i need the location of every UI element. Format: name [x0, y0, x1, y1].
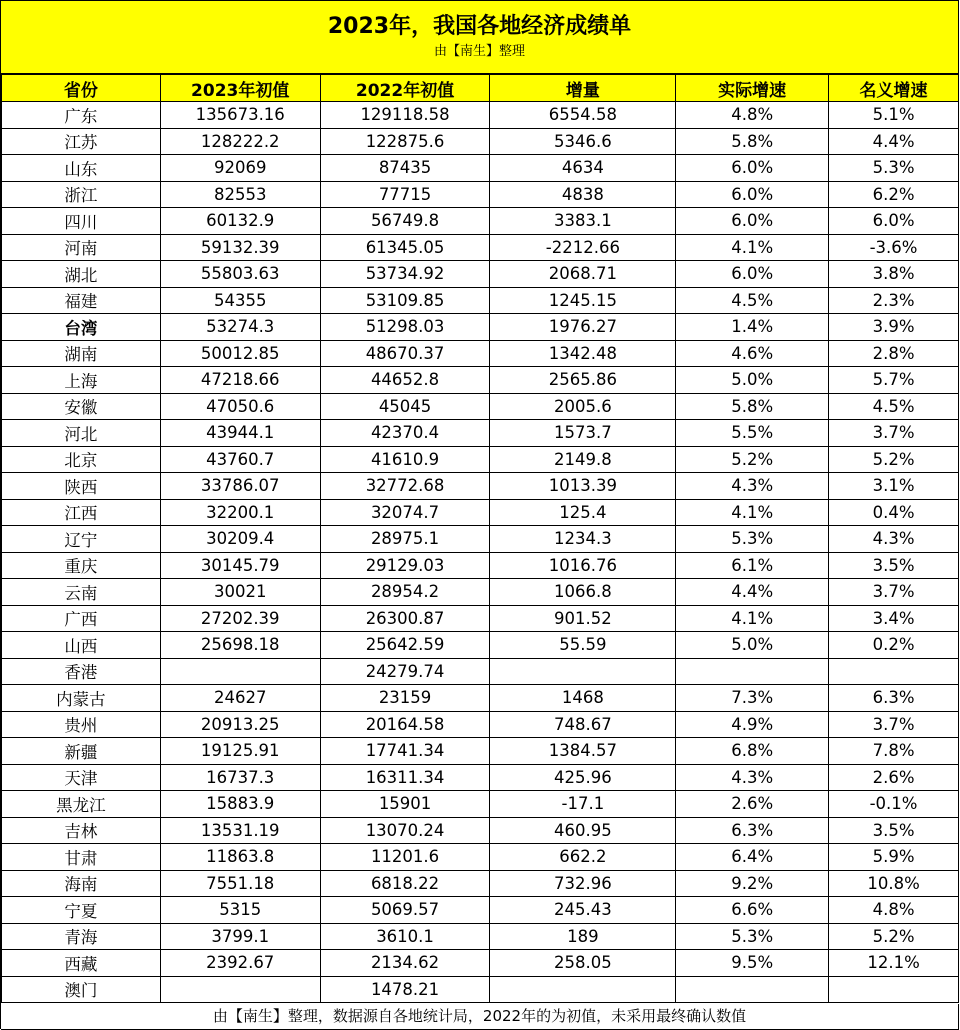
table-row: [2, 632, 959, 659]
cell-increase: 3383.1: [490, 208, 676, 235]
table-row: [2, 605, 959, 632]
cell-nominal-growth: 3.7%: [829, 711, 959, 738]
cell-2023-value: 33786.07: [160, 473, 320, 500]
cell-2023-value: 92069: [160, 155, 320, 182]
cell-real-growth: 4.6%: [676, 340, 829, 367]
cell-nominal-growth: 3.9%: [829, 314, 959, 341]
cell-2022-value: 16311.34: [320, 764, 490, 791]
cell-province: 黑龙江: [2, 791, 161, 818]
cell-2023-value: 11863.8: [160, 844, 320, 871]
cell-2022-value: 29129.03: [320, 552, 490, 579]
cell-province: 吉林: [2, 817, 161, 844]
cell-increase: 4634: [490, 155, 676, 182]
cell-increase: 460.95: [490, 817, 676, 844]
table-row: [2, 923, 959, 950]
cell-increase: 1976.27: [490, 314, 676, 341]
cell-real-growth: 6.0%: [676, 181, 829, 208]
cell-2022-value: 77715: [320, 181, 490, 208]
cell-nominal-growth: 3.7%: [829, 420, 959, 447]
cell-2023-value: 30209.4: [160, 526, 320, 553]
table-row: [2, 234, 959, 261]
cell-2023-value: 47050.6: [160, 393, 320, 420]
table-row: [2, 764, 959, 791]
cell-increase: 425.96: [490, 764, 676, 791]
cell-nominal-growth: 5.7%: [829, 367, 959, 394]
cell-province: 宁夏: [2, 897, 161, 924]
cell-nominal-growth: 10.8%: [829, 870, 959, 897]
cell-nominal-growth: 3.1%: [829, 473, 959, 500]
cell-increase: 1468: [490, 685, 676, 712]
cell-nominal-growth: 6.3%: [829, 685, 959, 712]
cell-2022-value: 87435: [320, 155, 490, 182]
cell-nominal-growth: 5.3%: [829, 155, 959, 182]
cell-real-growth: 5.3%: [676, 923, 829, 950]
table-row: [2, 340, 959, 367]
cell-province: 广东: [2, 102, 161, 129]
cell-2023-value: 43944.1: [160, 420, 320, 447]
cell-nominal-growth: 2.3%: [829, 287, 959, 314]
cell-province: 河南: [2, 234, 161, 261]
cell-increase: 5346.6: [490, 128, 676, 155]
cell-province: 河北: [2, 420, 161, 447]
cell-province: 江苏: [2, 128, 161, 155]
cell-increase: 1013.39: [490, 473, 676, 500]
cell-real-growth: 7.3%: [676, 685, 829, 712]
cell-nominal-growth: 5.1%: [829, 102, 959, 129]
table-row: [2, 526, 959, 553]
cell-increase: 748.67: [490, 711, 676, 738]
cell-nominal-growth: 4.4%: [829, 128, 959, 155]
cell-2023-value: 60132.9: [160, 208, 320, 235]
cell-province: 重庆: [2, 552, 161, 579]
cell-real-growth: 5.3%: [676, 526, 829, 553]
cell-nominal-growth: 6.2%: [829, 181, 959, 208]
cell-province: 青海: [2, 923, 161, 950]
header-row: [2, 75, 959, 102]
cell-province: 贵州: [2, 711, 161, 738]
cell-2023-value: 128222.2: [160, 128, 320, 155]
cell-2022-value: 6818.22: [320, 870, 490, 897]
cell-nominal-growth: -3.6%: [829, 234, 959, 261]
cell-increase: 1245.15: [490, 287, 676, 314]
cell-2023-value: 30021: [160, 579, 320, 606]
cell-province: 湖南: [2, 340, 161, 367]
table-row: [2, 552, 959, 579]
cell-real-growth: 6.0%: [676, 208, 829, 235]
cell-province: 新疆: [2, 738, 161, 765]
cell-province: 四川: [2, 208, 161, 235]
cell-province: 甘肃: [2, 844, 161, 871]
page-subtitle: 由【南生】整理: [433, 44, 525, 59]
cell-nominal-growth: 5.2%: [829, 446, 959, 473]
cell-real-growth: 4.9%: [676, 711, 829, 738]
cell-2022-value: 17741.34: [320, 738, 490, 765]
cell-2022-value: 15901: [320, 791, 490, 818]
cell-increase: 1342.48: [490, 340, 676, 367]
cell-increase: 55.59: [490, 632, 676, 659]
cell-2023-value: 13531.19: [160, 817, 320, 844]
table-row: [2, 155, 959, 182]
cell-real-growth: 4.8%: [676, 102, 829, 129]
cell-nominal-growth: 5.9%: [829, 844, 959, 871]
cell-real-growth: 5.0%: [676, 367, 829, 394]
table-row: [2, 128, 959, 155]
column-header-real-growth: 实际增速: [676, 75, 829, 102]
cell-real-growth: 2.6%: [676, 791, 829, 818]
cell-2022-value: 11201.6: [320, 844, 490, 871]
cell-real-growth: 5.5%: [676, 420, 829, 447]
cell-2022-value: 32074.7: [320, 499, 490, 526]
cell-2023-value: 32200.1: [160, 499, 320, 526]
table-body: [2, 102, 959, 1003]
cell-2023-value: 50012.85: [160, 340, 320, 367]
cell-2023-value: 3799.1: [160, 923, 320, 950]
table-row: [2, 367, 959, 394]
cell-2023-value: 15883.9: [160, 791, 320, 818]
cell-province: 山东: [2, 155, 161, 182]
cell-increase: 2068.71: [490, 261, 676, 288]
footer-note: 由【南生】整理，数据源自各地统计局，2022年的为初值，未采用最终确认数值: [1, 1004, 959, 1030]
cell-real-growth: 4.3%: [676, 764, 829, 791]
cell-increase: 189: [490, 923, 676, 950]
cell-2022-value: 41610.9: [320, 446, 490, 473]
cell-increase: -2212.66: [490, 234, 676, 261]
cell-province: 山西: [2, 632, 161, 659]
cell-2023-value: 16737.3: [160, 764, 320, 791]
cell-province: 陕西: [2, 473, 161, 500]
cell-province: 浙江: [2, 181, 161, 208]
cell-real-growth: 1.4%: [676, 314, 829, 341]
cell-real-growth: [676, 658, 829, 685]
cell-nominal-growth: 12.1%: [829, 950, 959, 977]
cell-increase: 245.43: [490, 897, 676, 924]
cell-increase: 2149.8: [490, 446, 676, 473]
cell-2022-value: 26300.87: [320, 605, 490, 632]
cell-nominal-growth: 7.8%: [829, 738, 959, 765]
cell-nominal-growth: 4.8%: [829, 897, 959, 924]
page-title: 2023年，我国各地经济成绩单: [327, 14, 632, 39]
cell-nominal-growth: 3.4%: [829, 605, 959, 632]
cell-real-growth: 4.4%: [676, 579, 829, 606]
cell-increase: 901.52: [490, 605, 676, 632]
cell-real-growth: 9.2%: [676, 870, 829, 897]
cell-real-growth: 5.8%: [676, 393, 829, 420]
cell-province: 上海: [2, 367, 161, 394]
cell-increase: 1573.7: [490, 420, 676, 447]
cell-2022-value: 32772.68: [320, 473, 490, 500]
cell-2023-value: 5315: [160, 897, 320, 924]
table-row: [2, 314, 959, 341]
cell-2023-value: 2392.67: [160, 950, 320, 977]
table-row: [2, 420, 959, 447]
cell-2023-value: 53274.3: [160, 314, 320, 341]
cell-increase: [490, 976, 676, 1003]
cell-real-growth: 5.8%: [676, 128, 829, 155]
cell-province: 内蒙古: [2, 685, 161, 712]
column-header-province: 省份: [2, 75, 161, 102]
cell-2023-value: 27202.39: [160, 605, 320, 632]
cell-2022-value: 3610.1: [320, 923, 490, 950]
table-row: [2, 685, 959, 712]
cell-real-growth: 6.6%: [676, 897, 829, 924]
cell-province: 云南: [2, 579, 161, 606]
cell-increase: 125.4: [490, 499, 676, 526]
cell-nominal-growth: [829, 658, 959, 685]
cell-nominal-growth: 3.8%: [829, 261, 959, 288]
cell-province: 广西: [2, 605, 161, 632]
cell-2022-value: 56749.8: [320, 208, 490, 235]
cell-nominal-growth: [829, 976, 959, 1003]
cell-2022-value: 20164.58: [320, 711, 490, 738]
cell-2023-value: 59132.39: [160, 234, 320, 261]
table-row: [2, 181, 959, 208]
cell-province: 天津: [2, 764, 161, 791]
cell-province: 澳门: [2, 976, 161, 1003]
cell-nominal-growth: 4.5%: [829, 393, 959, 420]
cell-real-growth: 4.3%: [676, 473, 829, 500]
cell-province: 湖北: [2, 261, 161, 288]
column-header-nominal-growth: 名义增速: [829, 75, 959, 102]
table-row: [2, 950, 959, 977]
cell-province: 安徽: [2, 393, 161, 420]
cell-real-growth: 4.1%: [676, 234, 829, 261]
cell-2023-value: 30145.79: [160, 552, 320, 579]
cell-2022-value: 45045: [320, 393, 490, 420]
cell-nominal-growth: 0.2%: [829, 632, 959, 659]
table-row: [2, 393, 959, 420]
cell-province: 江西: [2, 499, 161, 526]
cell-2023-value: 47218.66: [160, 367, 320, 394]
cell-increase: 4838: [490, 181, 676, 208]
cell-2023-value: [160, 976, 320, 1003]
cell-2022-value: 23159: [320, 685, 490, 712]
cell-nominal-growth: 5.2%: [829, 923, 959, 950]
cell-2022-value: 129118.58: [320, 102, 490, 129]
cell-increase: 258.05: [490, 950, 676, 977]
cell-2022-value: 13070.24: [320, 817, 490, 844]
cell-province: 西藏: [2, 950, 161, 977]
cell-real-growth: 5.0%: [676, 632, 829, 659]
cell-real-growth: [676, 976, 829, 1003]
table-row: [2, 579, 959, 606]
cell-increase: 1016.76: [490, 552, 676, 579]
cell-increase: 662.2: [490, 844, 676, 871]
cell-province: 福建: [2, 287, 161, 314]
cell-2022-value: 2134.62: [320, 950, 490, 977]
cell-real-growth: 9.5%: [676, 950, 829, 977]
cell-nominal-growth: 3.5%: [829, 817, 959, 844]
cell-2022-value: 53109.85: [320, 287, 490, 314]
table-row: [2, 446, 959, 473]
cell-2022-value: 42370.4: [320, 420, 490, 447]
cell-nominal-growth: 2.6%: [829, 764, 959, 791]
cell-real-growth: 6.0%: [676, 155, 829, 182]
cell-2022-value: 122875.6: [320, 128, 490, 155]
cell-increase: 732.96: [490, 870, 676, 897]
table-row: [2, 102, 959, 129]
cell-2022-value: 53734.92: [320, 261, 490, 288]
cell-real-growth: 4.5%: [676, 287, 829, 314]
cell-nominal-growth: 4.3%: [829, 526, 959, 553]
cell-real-growth: 4.1%: [676, 499, 829, 526]
table-row: [2, 844, 959, 871]
cell-2023-value: 54355: [160, 287, 320, 314]
cell-2023-value: [160, 658, 320, 685]
cell-2022-value: 5069.57: [320, 897, 490, 924]
cell-province: 香港: [2, 658, 161, 685]
cell-real-growth: 6.0%: [676, 261, 829, 288]
table-row: [2, 897, 959, 924]
cell-nominal-growth: -0.1%: [829, 791, 959, 818]
column-header-2022: 2022年初值: [320, 75, 490, 102]
table-row: [2, 658, 959, 685]
cell-2022-value: 28975.1: [320, 526, 490, 553]
table-row: [2, 870, 959, 897]
cell-2023-value: 82553: [160, 181, 320, 208]
table-row: [2, 208, 959, 235]
cell-real-growth: 6.3%: [676, 817, 829, 844]
cell-nominal-growth: 3.7%: [829, 579, 959, 606]
title-banner: [1, 1, 959, 74]
cell-2023-value: 24627: [160, 685, 320, 712]
table-row: [2, 473, 959, 500]
cell-real-growth: 4.1%: [676, 605, 829, 632]
cell-increase: 1234.3: [490, 526, 676, 553]
cell-increase: 1384.57: [490, 738, 676, 765]
cell-2023-value: 7551.18: [160, 870, 320, 897]
cell-nominal-growth: 3.5%: [829, 552, 959, 579]
table-row: [2, 711, 959, 738]
cell-2023-value: 19125.91: [160, 738, 320, 765]
table-row: [2, 738, 959, 765]
cell-real-growth: 6.4%: [676, 844, 829, 871]
economy-table: [1, 74, 959, 1003]
cell-increase: 6554.58: [490, 102, 676, 129]
cell-nominal-growth: 6.0%: [829, 208, 959, 235]
table-row: [2, 976, 959, 1003]
cell-2022-value: 1478.21: [320, 976, 490, 1003]
column-header-2023: 2023年初值: [160, 75, 320, 102]
cell-real-growth: 6.1%: [676, 552, 829, 579]
cell-province: 辽宁: [2, 526, 161, 553]
cell-province: 台湾: [2, 314, 161, 341]
cell-increase: [490, 658, 676, 685]
cell-2022-value: 25642.59: [320, 632, 490, 659]
table-row: [2, 817, 959, 844]
cell-2022-value: 44652.8: [320, 367, 490, 394]
table-row: [2, 287, 959, 314]
cell-nominal-growth: 0.4%: [829, 499, 959, 526]
cell-2023-value: 20913.25: [160, 711, 320, 738]
cell-real-growth: 5.2%: [676, 446, 829, 473]
cell-province: 北京: [2, 446, 161, 473]
cell-nominal-growth: 2.8%: [829, 340, 959, 367]
table-row: [2, 261, 959, 288]
column-header-increase: 增量: [490, 75, 676, 102]
cell-2022-value: 24279.74: [320, 658, 490, 685]
table-row: [2, 499, 959, 526]
table-row: [2, 791, 959, 818]
cell-increase: 2005.6: [490, 393, 676, 420]
cell-2023-value: 43760.7: [160, 446, 320, 473]
cell-increase: 2565.86: [490, 367, 676, 394]
cell-province: 海南: [2, 870, 161, 897]
cell-increase: -17.1: [490, 791, 676, 818]
cell-2022-value: 51298.03: [320, 314, 490, 341]
cell-2022-value: 28954.2: [320, 579, 490, 606]
cell-2022-value: 61345.05: [320, 234, 490, 261]
cell-increase: 1066.8: [490, 579, 676, 606]
cell-2023-value: 25698.18: [160, 632, 320, 659]
cell-2023-value: 55803.63: [160, 261, 320, 288]
cell-2022-value: 48670.37: [320, 340, 490, 367]
cell-real-growth: 6.8%: [676, 738, 829, 765]
cell-2023-value: 135673.16: [160, 102, 320, 129]
